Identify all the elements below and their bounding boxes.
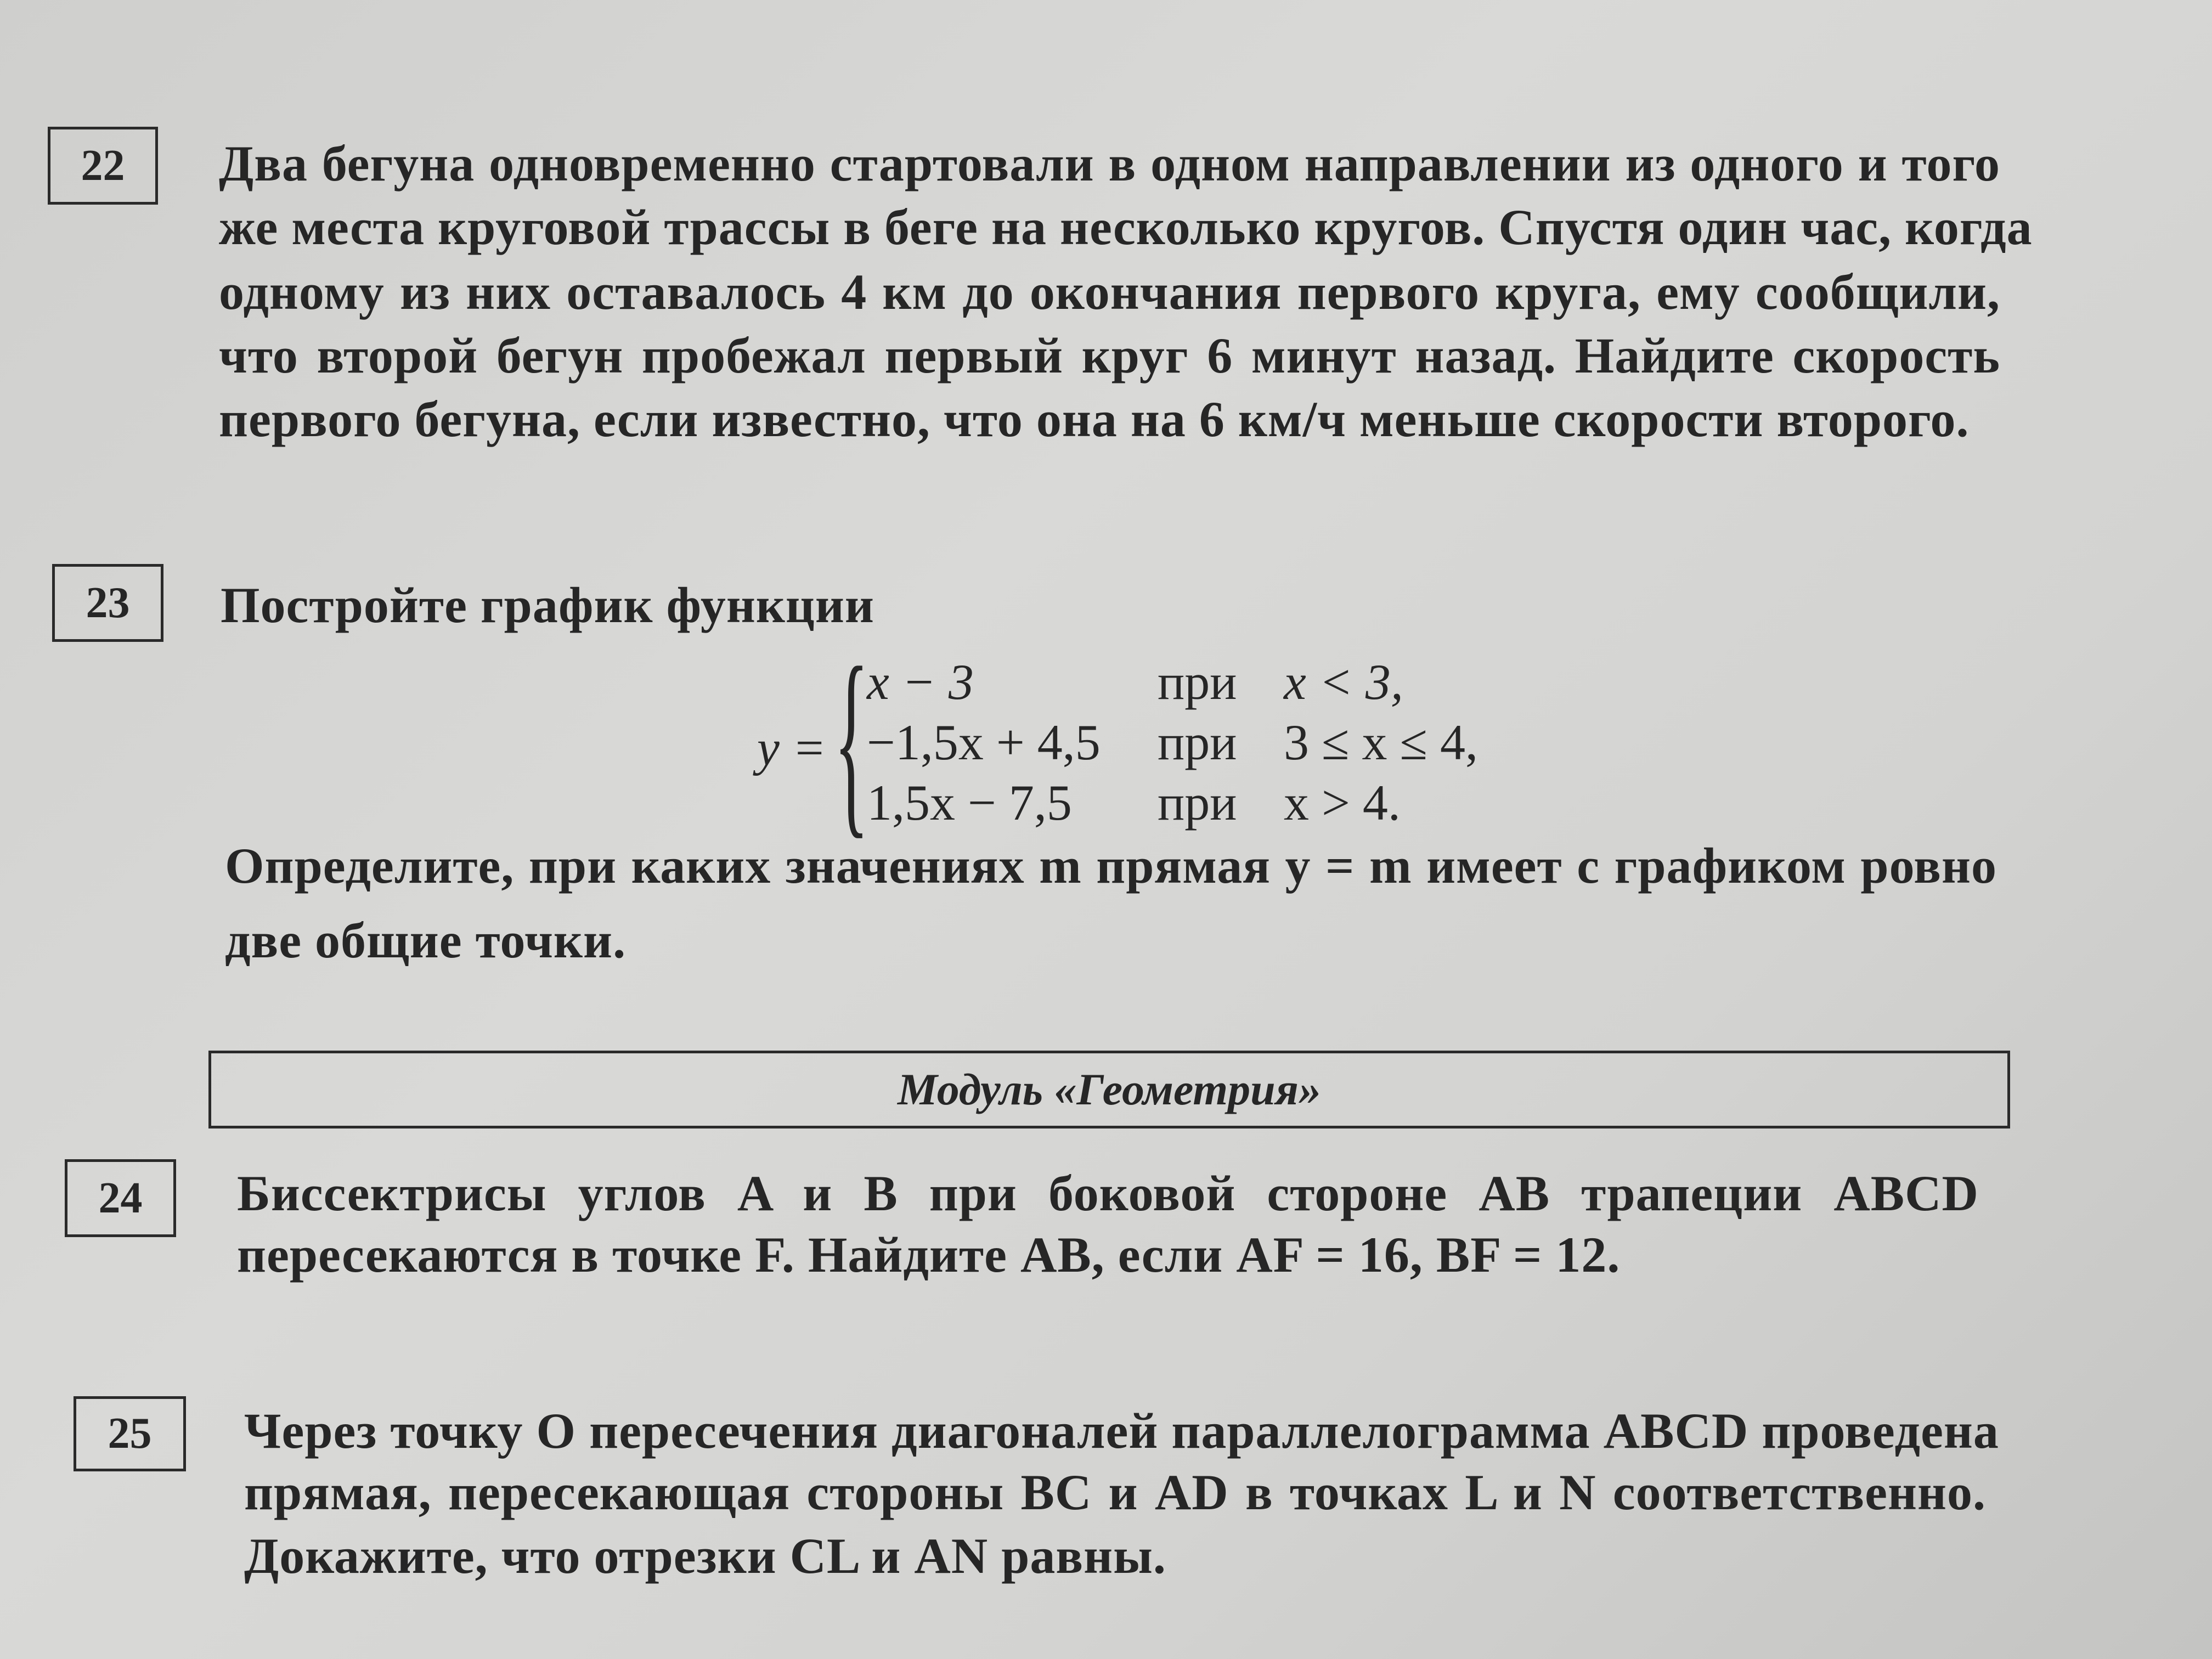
formula-expr: 1,5x − 7,5 [867, 775, 1072, 831]
formula-cond: 3 ≤ x ≤ 4, [1284, 714, 1478, 770]
text-line: пересекаются в точке F. Найдите AB, если AF = 16, BF = 12. [237, 1227, 1621, 1283]
curly-brace-icon: { [834, 625, 869, 856]
text-line: Биссектрисы углов A и B при боковой стороне AB трапеции ABCD [237, 1165, 1979, 1221]
problem-number-22: 22 [48, 127, 158, 205]
problem-number-23: 23 [52, 564, 163, 642]
formula-pri: при [1158, 714, 1237, 770]
text-line: что второй бегун пробежал первый круг 6 минут назад. Найдите скорость [219, 328, 2000, 383]
formula-expr: −1,5x + 4,5 [867, 714, 1101, 770]
formula-cond: x < 3, [1284, 654, 1403, 710]
formula-lhs: y = [757, 720, 826, 776]
formula-expr: x − 3 [867, 654, 974, 710]
module-geometry-header: Модуль «Геометрия» [208, 1051, 2010, 1128]
text-line: прямая, пересекающая стороны BC и AD в точках L и N соответственно. [244, 1464, 1986, 1520]
text-line: две общие точки. [225, 912, 627, 968]
text-line: Через точку O пересечения диагоналей параллелограмма ABCD проведена [244, 1403, 1999, 1459]
piecewise-formula [746, 625, 1514, 856]
formula-cond: x > 4. [1284, 775, 1401, 831]
text-line: же места круговой трассы в беге на несколько кругов. Спустя один час, когда [219, 199, 2033, 255]
problem-23-intro: Постройте график функции [221, 577, 874, 633]
formula-pri: при [1158, 775, 1237, 831]
problem-number-24: 24 [65, 1159, 176, 1237]
text-line: Определите, при каких значениях m прямая y = m имеет с графиком ровно [225, 838, 1997, 894]
text-line: одному из них оставалось 4 км до окончания первого круга, ему сообщили, [219, 264, 2000, 320]
problem-number-25: 25 [74, 1396, 186, 1471]
formula-pri: при [1158, 654, 1237, 710]
text-line: Докажите, что отрезки CL и AN равны. [244, 1528, 1166, 1584]
text-line: первого бегуна, если известно, что она на 6 км/ч меньше скорости второго. [219, 391, 1970, 447]
text-line: Два бегуна одновременно стартовали в одном направлении из одного и того [219, 136, 2000, 191]
